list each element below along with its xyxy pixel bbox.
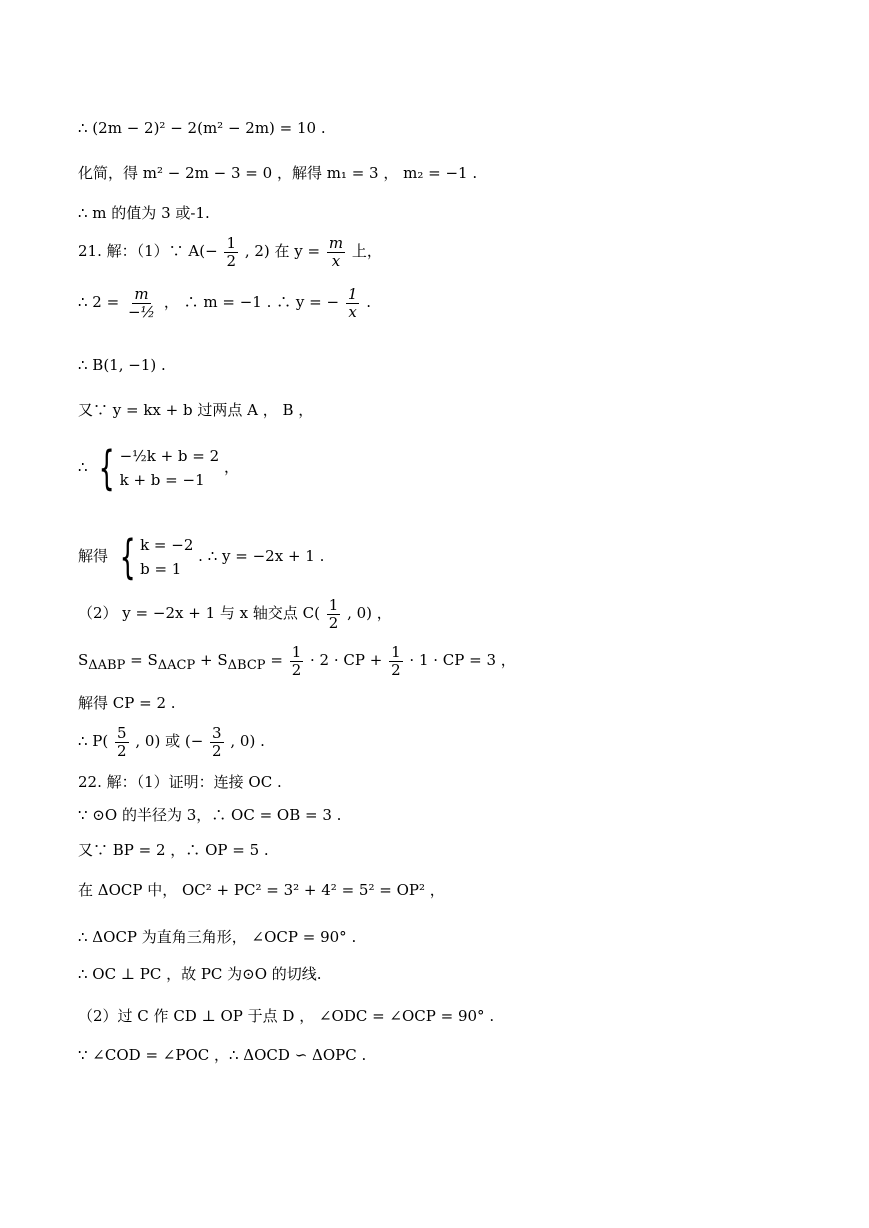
brace-icon: { bbox=[119, 530, 136, 584]
text-segment: 21. 解：（1）∵ A(− bbox=[78, 242, 218, 260]
conclusion-line: ∴ m 的值为 3 或-1. bbox=[78, 204, 210, 222]
right-triangle-line: ∴ ΔOCP 为直角三角形， ∠OCP = 90° . bbox=[78, 928, 357, 946]
fraction bbox=[210, 725, 224, 760]
text-segment: , 0) ， bbox=[347, 604, 392, 622]
text-segment: + S bbox=[200, 651, 228, 669]
fraction bbox=[327, 597, 341, 632]
fraction-denominator: −½ bbox=[127, 302, 156, 321]
similar-triangles-line: ∵ ∠COD = ∠POC ，∴ ΔOCD ∽ ΔOPC . bbox=[78, 1046, 367, 1064]
fraction-numerator: 5 bbox=[117, 723, 127, 742]
text-segment: ∴ P( bbox=[78, 732, 109, 750]
brace-icon: { bbox=[98, 441, 116, 495]
solve-cp-line: 解得 CP = 2 . bbox=[78, 694, 176, 712]
text-segment: ， ∴ m = −1 . ∴ y = − bbox=[163, 293, 340, 311]
line-through-points: 又∵ y = kx + b 过两点 A ， B ， bbox=[78, 401, 314, 419]
text-segment: ∴ 2 = bbox=[78, 293, 120, 311]
problem-22-heading: 22. 解：（1）证明：连接 OC . bbox=[78, 773, 282, 791]
fraction bbox=[327, 235, 345, 270]
solve-m-line bbox=[78, 278, 371, 326]
area-equation-line bbox=[78, 641, 516, 685]
fraction-denominator: 2 bbox=[291, 660, 302, 679]
op-line: 又∵ BP = 2 ，∴ OP = 5 . bbox=[78, 841, 269, 859]
solution-system bbox=[113, 530, 194, 584]
equation-system bbox=[92, 441, 220, 495]
text-segment: , 0) . bbox=[230, 732, 265, 750]
text-segment: = bbox=[270, 651, 283, 669]
subscript: ΔBCP bbox=[227, 658, 266, 673]
text-segment: = S bbox=[130, 651, 158, 669]
part-2-intercept-line bbox=[78, 594, 392, 632]
equation-line: ∴ (2m − 2)² − 2(m² − 2m) = 10 . bbox=[78, 119, 326, 137]
pythagoras-line: 在 ΔOCP 中， OC² + PC² = 3² + 4² = 5² = OP² ， bbox=[78, 881, 445, 899]
fraction-numerator: 1 bbox=[347, 284, 358, 303]
fraction-numerator: m bbox=[328, 233, 344, 252]
fraction-numerator: m bbox=[134, 284, 149, 303]
fraction bbox=[346, 286, 360, 321]
subscript: ΔABP bbox=[88, 658, 126, 673]
text-segment: S bbox=[78, 651, 89, 669]
fraction-denominator: x bbox=[348, 302, 357, 321]
equation-system-line bbox=[78, 441, 239, 495]
fraction-denominator: 2 bbox=[226, 251, 237, 270]
fraction bbox=[126, 286, 157, 321]
text-segment: · 2 · CP + bbox=[310, 651, 383, 669]
solution-system-line bbox=[78, 530, 325, 584]
text-segment: . bbox=[366, 293, 371, 311]
fraction-denominator: 2 bbox=[328, 613, 339, 632]
text-segment: , 0) 或 (− bbox=[135, 732, 204, 750]
simplify-line: 化简，得 m² − 2m − 3 = 0 ，解得 m₁ = 3 ， m₂ = −1 . bbox=[78, 164, 478, 182]
system-row: −½k + b = 2 bbox=[119, 447, 220, 465]
text-segment: ， bbox=[223, 458, 239, 476]
fraction-denominator: 2 bbox=[212, 741, 222, 760]
system-row: b = 1 bbox=[140, 560, 182, 578]
part-2-construction-line: （2）过 C 作 CD ⊥ OP 于点 D ， ∠ODC = ∠OCP = 90° . bbox=[78, 1007, 495, 1025]
fraction-numerator: 1 bbox=[291, 642, 302, 661]
tangent-line: ∴ OC ⊥ PC ，故 PC 为⊙O 的切线. bbox=[78, 965, 322, 983]
fraction-numerator: 1 bbox=[391, 642, 401, 661]
fraction-numerator: 1 bbox=[328, 595, 339, 614]
radius-line: ∵ ⊙O 的半径为 3，∴ OC = OB = 3 . bbox=[78, 806, 342, 824]
text-segment: （2） y = −2x + 1 与 x 轴交点 C( bbox=[78, 604, 320, 622]
fraction-numerator: 1 bbox=[226, 233, 237, 252]
therefore-symbol: ∴ bbox=[78, 458, 88, 476]
point-p-line bbox=[78, 722, 265, 760]
fraction-denominator: 2 bbox=[391, 660, 401, 679]
fraction bbox=[224, 235, 238, 270]
system-row: k + b = −1 bbox=[119, 471, 205, 489]
subscript: ΔACP bbox=[157, 658, 196, 673]
point-b-line: ∴ B(1, −1) . bbox=[78, 356, 166, 374]
fraction-numerator: 3 bbox=[212, 723, 222, 742]
text-segment: 解得 bbox=[78, 547, 109, 565]
problem-21-heading bbox=[78, 232, 382, 270]
text-segment: · 1 · CP = 3 ， bbox=[409, 651, 516, 669]
text-segment: , 2) 在 y = bbox=[244, 242, 321, 260]
system-row: k = −2 bbox=[140, 536, 194, 554]
text-segment: 上， bbox=[351, 242, 382, 260]
text-segment: . ∴ y = −2x + 1 . bbox=[198, 547, 325, 565]
fraction bbox=[115, 725, 129, 760]
fraction-denominator: x bbox=[331, 251, 341, 270]
fraction-denominator: 2 bbox=[117, 741, 127, 760]
fraction bbox=[389, 644, 403, 679]
fraction bbox=[290, 644, 304, 679]
